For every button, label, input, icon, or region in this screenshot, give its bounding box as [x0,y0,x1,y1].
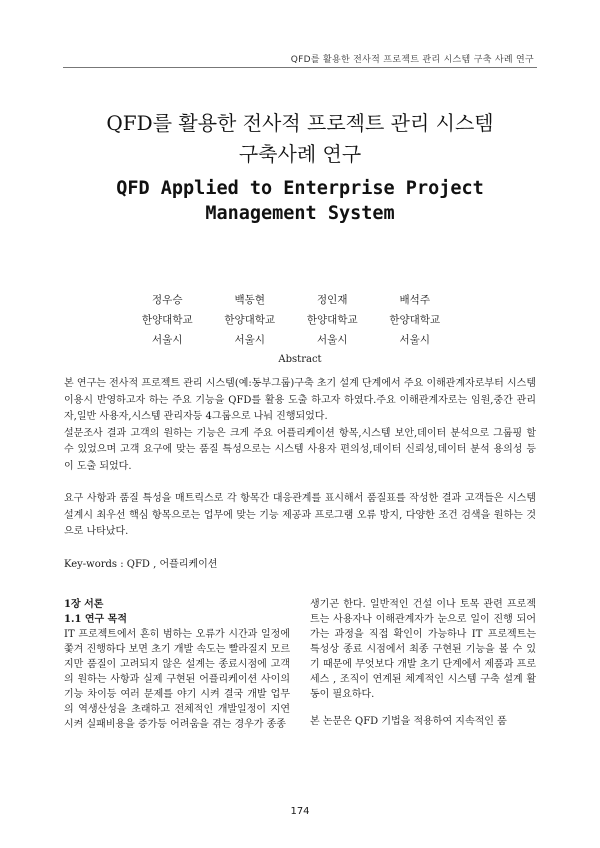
running-header: QFD를 활용한 전사적 프로젝트 관리 시스템 구축 사례 연구 [290,55,534,65]
section-heading: 1장 서론 [64,599,104,610]
body-columns [64,597,536,740]
author-name: 백동현 [234,294,265,306]
english-title-line1: QFD Applied to Enterprise Project [116,178,484,199]
body-paragraph: 본 논문은 QFD 기법을 적용하여 지속적인 품 [310,716,507,727]
author-name: 배석주 [399,294,430,306]
abstract-heading: Abstract [278,354,322,365]
author-name: 정인재 [317,294,348,306]
body-paragraph: IT 프로젝트에서 흔히 범하는 오류가 시간과 일정에 쫓겨 진행하다 보면 초기 개발 속도는 빨라질지 모르지만 품질이 고려되지 않은 설계는 종료시점에 고객의 원하는 사항과 실제 구현된 어플리케이션 사이의 기능 차이등 여러 문제를 야기 시켜 결국 개발 업무의 역생산성을 초래하고 전체적인 개발일정이 지연시켜 실패비용을 증가등 어려움을 겪는 경우가 종종 [64,629,290,730]
author-city: 서울시 [152,334,183,346]
english-title-line2: Management System [205,203,395,224]
abstract-paragraph-1: 본 연구는 전사적 프로젝트 관리 시스템(예:동부그룹)구축 초기 설계 단계에서 주요 이해관계자로부터 시스템 이용시 반영하고자 하는 주요 기능을 QFD를 활용 도출 하고자 하였다.주요 이해관계자로는 임원,중간 관리자,일반 사용자,시스템 관리자등 4그룹으로 나눠 진행되었다. [64,378,536,422]
author-city: 서울시 [234,334,265,346]
left-column [64,597,290,740]
author-affiliation: 한양대학교 [389,314,441,326]
author-name: 정우승 [152,294,183,306]
author-city: 서울시 [317,334,348,346]
keywords: Key-words : QFD , 어플리케이션 [64,558,218,570]
author-affiliation: 한양대학교 [141,314,193,326]
author-affiliation: 한양대학교 [306,314,358,326]
abstract-paragraph-2: 설문조사 결과 고객의 원하는 기능은 크게 주요 어플리케이션 항목,시스템 보안,데이터 분석으로 그룹핑 할 수 있었으며 고객 요구에 맞는 품질 특성으로는 시스템 사용자 편의성,데이터 신뢰성,데이터 분석 용의성 등이 도출 되었다. [64,427,536,472]
subsection-heading: 1.1 연구 목적 [64,614,128,625]
abstract-body [64,376,536,573]
author-city: 서울시 [399,334,430,346]
header-rule [63,67,537,68]
korean-title [0,108,600,170]
korean-title-line1: QFD를 활용한 전사적 프로젝트 관리 시스템 [106,111,494,135]
right-column [310,597,536,740]
abstract-paragraph-3: 요구 사항과 품질 특성을 매트릭스로 각 항목간 대응관계를 표시해서 품질표를 작성한 결과 고객들은 시스템 설계시 최우선 핵심 항목으로는 업무에 맞는 기능 제공과 프로그램 오류 방지, 다양한 조건 검색을 원하는 것으로 나타났다. [64,493,536,537]
author-block [126,292,456,347]
author-affiliation: 한양대학교 [224,314,276,326]
english-title [0,176,600,226]
korean-title-line2: 구축사례 연구 [238,142,362,166]
title-block [0,108,600,226]
body-paragraph: 생기곤 한다. 일반적인 건설 이나 토목 관련 프로젝트는 사용자나 이해관계자가 눈으로 일이 진행 되어 가는 과정을 직접 확인이 가능하나 IT 프로젝트는 특성상 종료 시점에서 최종 구현된 기능을 볼 수 있기 때문에 무엇보다 개발 초기 단계에서 제품과 프로세스 , 조직이 연계된 체계적인 시스템 구축 설계 활동이 필요하다. [310,599,536,700]
page-number: 174 [290,806,310,817]
